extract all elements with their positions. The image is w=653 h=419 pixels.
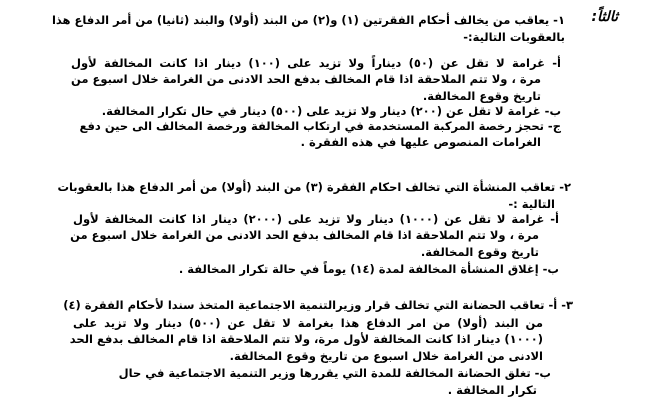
item3-line1: ۳- أ- تعاقب الحضانة التي تخالف قرار وزيرالتنمية الاجتماعية المتخذ سندا لأحكام الفقرة (٤) (63, 298, 573, 312)
item3-line4: الادنى من الغرامة خلال اسبوع من تاريخ وقوع المخالفة. (229, 349, 543, 363)
item3-line6: تكرار المخالفة . (447, 383, 537, 397)
item2-line4: مرة ، ولا تتم الملاحقة اذا قام المخالف بدفع الحد الادنى من الغرامة خلال اسبوع من (70, 228, 539, 242)
item3-line5: ب- تغلق الحضانة المخالفة للمدة التي يقررها وزير التنمية الاجتماعية في حال (118, 366, 551, 380)
item1-line1: ۱- يعاقب من يخالف أحكام الفقرتين (۱) و(۲) من البند (أولا) والبند (ثانيا) من أمر الدفاع هذا (51, 13, 565, 27)
item2-line5: تاريخ وقوع المخالفة. (420, 245, 539, 259)
item2-line6: ب- إغلاق المنشأة المخالفة لمدة (١٤) يوماً في حالة تكرار المخالفة . (178, 262, 559, 276)
item2-line1: ۲- تعاقب المنشأة التي تخالف احكام الفقرة (۳) من البند (أولا) من أمر الدفاع هذا بالعقوبات (57, 180, 571, 194)
section-heading: ثالثاً: (591, 9, 618, 25)
item1-line2: بالعقوبات التالية:- (463, 30, 565, 44)
item1-line7: ج- تحجز رخصة المركبة المستخدمة في ارتكاب المخالفة ورخصة المخالف الى حين دفع (79, 119, 561, 133)
item1-line4: مرة ، ولا تتم الملاحقة اذا قام المخالف بدفع الحد الادنى من الغرامة خلال اسبوع من (71, 72, 541, 86)
item3-line3: (۱۰۰۰) دينار اذا كانت المخالفة لأول مرة، ولا تتم الملاحقة اذا قام المخالف بدفع الحد (69, 332, 543, 346)
item1-line3: أ- غرامة لا تقل عن (٥٠) ديناراً ولا تزيد على (۱۰۰) دينار اذا كانت المخالفة لأول (71, 56, 561, 70)
item3-line2: من البند (أولا) من امر الدفاع هذا بغرامة لا تقل عن (٥۰۰) دينار ولا تزيد على (73, 316, 544, 330)
item2-line3: أ- غرامة لا تقل عن (۱۰۰۰) دينار ولا تزيد على (۲۰۰۰) دينار اذا كانت المخالفة لأول (73, 212, 560, 226)
item2-line2: التالية :- (508, 197, 555, 211)
item1-line8: الغرامات المنصوص عليها في هذه الفقرة . (300, 135, 541, 149)
item1-line6: ب- غرامة لا تقل عن (۲۰۰) دينار ولا تزيد على (٥۰۰) دينار في حال تكرار المخالفة. (101, 104, 561, 118)
item1-line5: تاريخ وقوع المخالفة. (422, 89, 541, 103)
